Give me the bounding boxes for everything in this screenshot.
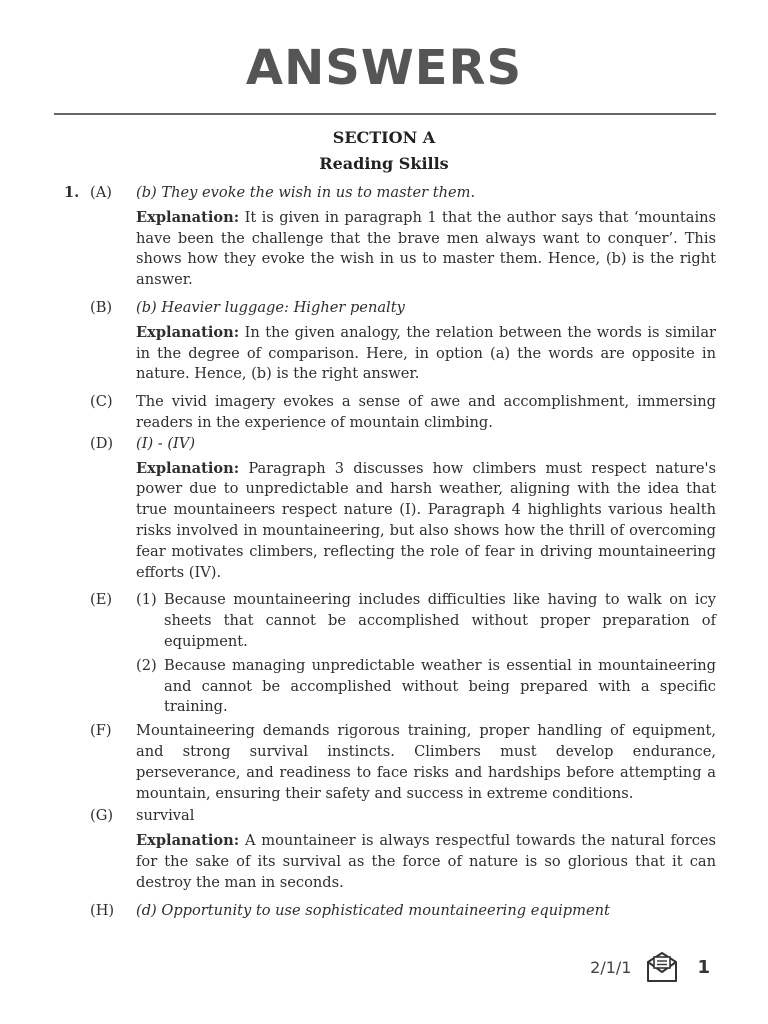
explanation <box>136 208 716 291</box>
explanation-text: It is given in paragraph 1 that the author says that ‘mountains have been the challenge that the brave men always want to conquer’. This shows how they evoke the wish in us to master them. Hence, (b) is the right answer. <box>136 208 716 289</box>
sub-answer <box>136 590 716 652</box>
explanation <box>136 459 716 584</box>
envelope-icon <box>645 950 679 984</box>
part-label: (G) <box>90 807 114 825</box>
answer-text: (b) They evoke the wish in us to master them. <box>136 184 476 201</box>
answer-part-d <box>60 434 716 584</box>
explanation <box>136 323 716 385</box>
part-label: (B) <box>90 298 113 316</box>
part-label: (H) <box>90 901 115 919</box>
sub-answer <box>136 656 716 718</box>
answer-text: survival <box>136 807 195 825</box>
answer-text: The vivid imagery evokes a sense of awe and accomplishment, immersing readers in the experience of mountain climbing. <box>136 393 716 431</box>
page-footer <box>590 950 710 984</box>
explanation-text: In the given analogy, the relation between the words is similar in the degree of comparison. Here, in option (a) the words are opposite in nature. Hence, (b) is the right answer. <box>136 323 716 383</box>
explanation <box>136 831 716 893</box>
page-number: 1 <box>697 956 710 978</box>
sub-answer-number: (1) <box>136 591 157 609</box>
subsection-heading: Reading Skills <box>319 154 449 173</box>
answer-part-g <box>60 806 716 893</box>
sub-answer-text: Because mountaineering includes difficulties like having to walk on icy sheets that cannot be accomplished without proper preparation of equipment. <box>164 591 716 650</box>
answer-part-f <box>60 721 716 804</box>
explanation-text: Paragraph 3 discusses how climbers must respect nature's power due to unpredictable and harsh weather, aligning with the idea that true mountaineers respect nature (I). Paragraph 4 highlights various health risks involved in mountaineering, but also shows how the thrill of overcoming fear motivates climbers, reflecting the role of fear in driving mountaineering efforts (IV). <box>136 459 717 581</box>
explanation-label: Explanation: <box>136 832 240 850</box>
part-label: (D) <box>90 434 114 452</box>
explanation-text: A mountaineer is always respectful towards the natural forces for the sake of its survival as the force of nature is so glorious that it can destroy the man in seconds. <box>136 832 716 891</box>
title-divider <box>54 113 716 115</box>
part-label: (A) <box>90 184 112 201</box>
part-label: (F) <box>90 722 112 740</box>
answer-part-h <box>60 901 716 922</box>
answer-text: (d) Opportunity to use sophisticated mountaineering equipment <box>136 901 610 919</box>
sub-answer-text: Because managing unpredictable weather is essential in mountaineering and cannot be accomplished without being prepared with a specific training. <box>164 656 716 716</box>
explanation-label: Explanation: <box>136 208 240 226</box>
answer-text: (b) Heavier luggage: Higher penalty <box>136 298 405 316</box>
explanation-label: Explanation: <box>136 459 240 477</box>
answer-part-a <box>60 183 716 291</box>
paper-code: 2/1/1 <box>590 957 632 977</box>
answer-text: Mountaineering demands rigorous training, proper handling of equipment, and strong survival instincts. Climbers must develop endurance, perseverance, and readiness to face risks and hardships before attempting a mountain, ensuring their safety and success in extreme conditions. <box>136 722 716 802</box>
sub-answer-number: (2) <box>136 656 157 674</box>
answer-part-e <box>60 590 716 718</box>
page-title: ANSWERS <box>245 40 523 96</box>
question-number: 1. <box>64 184 80 201</box>
explanation-label: Explanation: <box>136 323 240 341</box>
answer-text: (I) - (IV) <box>136 434 196 452</box>
part-label: (E) <box>90 591 113 609</box>
section-heading: SECTION A <box>332 128 436 147</box>
part-label: (C) <box>90 393 113 411</box>
answer-part-c <box>60 392 716 434</box>
answers-content <box>60 183 716 921</box>
answer-part-b <box>60 298 716 385</box>
